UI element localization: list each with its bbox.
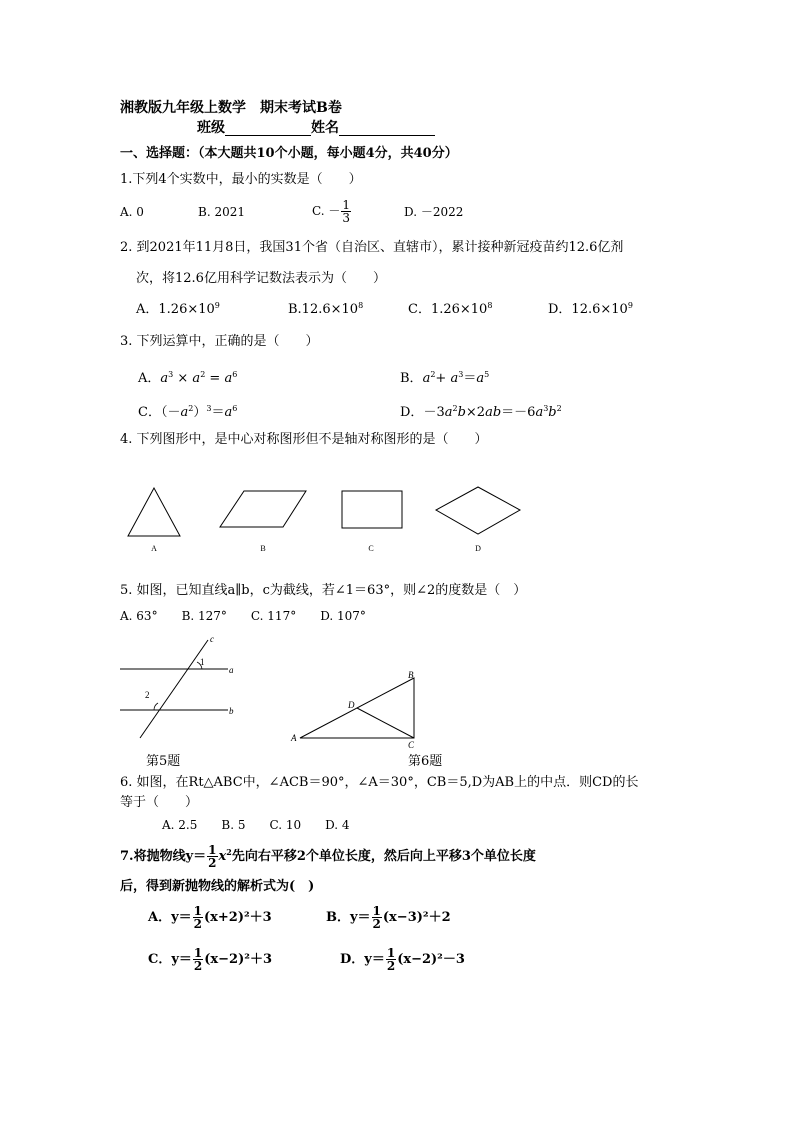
q7-a-label: A．y＝ (148, 910, 192, 925)
q7-b-tail: (x−3)²＋2 (382, 910, 451, 925)
q7-b-den: 2 (372, 917, 381, 931)
q7-option-b (326, 902, 451, 934)
q4-label-a: A (151, 544, 157, 553)
q7-d-label: D．y＝ (340, 952, 385, 967)
q5-stem: 5. 如图，已知直线a∥b，c为截线，若∠1＝63°，则∠2的度数是（ ） (120, 583, 527, 598)
q2-option-d (548, 302, 633, 318)
q7-b-label: B．y＝ (326, 910, 371, 925)
rhombus-shape (436, 487, 520, 534)
q1-option-c (312, 196, 352, 226)
q3-c-label: C． (138, 405, 161, 420)
section-heading: 一、选择题：（本大题共10个小题，每小题4分，共40分） (120, 146, 458, 161)
triangle-shape (128, 488, 180, 536)
label-B: B (408, 670, 414, 680)
q7-stem-line2: 后，得到新抛物线的解析式为( ) (120, 879, 315, 894)
q1-option-b: B. 2021 (198, 205, 245, 219)
q7-a-den: 2 (193, 917, 202, 931)
q3-option-d: D．$-3a^2b\times 2ab=-6a^3b^2$ (400, 404, 562, 420)
q1-c-fraction (341, 199, 351, 224)
class-blank[interactable] (225, 122, 311, 136)
q2-c-base: C．1.26×10 (408, 302, 488, 317)
name-blank[interactable] (339, 122, 435, 136)
q4-label-b: B (260, 544, 266, 553)
q2-d-exp: 9 (627, 301, 633, 310)
q3-option-a: A．$a^3 \times a^2 = a^6$ (138, 370, 238, 386)
q4-stem: 4. 下列图形中，是中心对称图形但不是轴对称图形的是（ ） (120, 432, 488, 447)
segment-cd (357, 708, 414, 738)
q3-b-label: B． (400, 371, 423, 386)
q7-b-frac (372, 905, 382, 930)
q4-shapes-figure (120, 478, 525, 556)
q1-stem: 1.下列4个实数中，最小的实数是（ ） (120, 172, 362, 187)
label-angle2: 2 (145, 690, 150, 700)
q6-triangle-figure (286, 668, 426, 750)
q7-a-frac (193, 905, 203, 930)
q2-stem-line2: 次，将12.6亿用科学记数法表示为（ ） (136, 271, 386, 286)
q5-caption: 第5题 (146, 754, 181, 769)
q7-stem-line1: 7.将抛物线y＝ $\frac{1}{2}$ $x^2$先向右平移2个单位长度，然后向上平移3个单位长度 (120, 843, 536, 870)
q7-c-tail: (x−2)²＋3 (204, 952, 272, 967)
q7-c-frac (193, 947, 203, 972)
q7-c-num: 1 (193, 946, 203, 960)
q1-option-d: D. －2022 (404, 205, 464, 219)
q1-option-a: A. 0 (120, 205, 144, 219)
q5-parallel-lines-figure (118, 632, 243, 742)
q2-b-base: B.12.6×10 (288, 302, 359, 317)
q7-d-tail: (x−2)²－3 (397, 952, 465, 967)
q5-options: A. 63° B. 127° C. 117° D. 107° (120, 609, 366, 623)
q3-d-label: D． (400, 405, 424, 420)
q6-caption: 第6题 (408, 754, 443, 769)
label-angle1: 1 (200, 657, 205, 667)
q3-option-c: C．$(-a^2)^3=a^6$ (138, 404, 238, 420)
q1-c-den: 3 (342, 211, 351, 225)
q2-a-exp: 9 (214, 301, 220, 310)
label-b: b (229, 706, 234, 716)
q7-stem-prefix: 7.将抛物线y＝ (120, 849, 207, 864)
q1-c-num: 1 (342, 198, 351, 212)
q6-stem-line2: 等于（ ） (120, 795, 199, 810)
q7-d-num: 1 (386, 946, 396, 960)
q7-stem-suffix: 先向右平移2个单位长度，然后向上平移3个单位长度 (231, 849, 536, 864)
q2-option-c (408, 302, 492, 318)
class-name-line (197, 120, 435, 136)
q7-half (207, 844, 217, 869)
q2-a-base: A．1.26×10 (136, 302, 215, 317)
label-a: a (229, 665, 234, 675)
label-A: A (291, 733, 297, 743)
q2-stem-line1: 2. 到2021年11月8日，我国31个省（自治区、直辖市），累计接种新冠疫苗约12.6亿剂 (120, 240, 624, 255)
q6-stem-line1: 6. 如图，在Rt△ABC中，∠ACB＝90°，∠A＝30°，CB＝5,D为AB上的中点．则CD的长 (120, 775, 639, 790)
q7-c-label: C．y＝ (148, 952, 192, 967)
q4-label-d: D (475, 544, 481, 553)
exam-title: 湘教版九年级上数学 期末考试B卷 (120, 100, 342, 116)
q4-label-c: C (368, 544, 374, 553)
label-C: C (408, 740, 415, 750)
rectangle-shape (342, 491, 402, 528)
q6-options: A. 2.5 B. 5 C. 10 D. 4 (162, 818, 350, 832)
q7-a-num: 1 (193, 904, 202, 918)
class-label: 班级 (197, 120, 225, 136)
q2-option-a (136, 302, 220, 318)
q2-b-exp: 8 (358, 301, 364, 310)
q3-stem: 3. 下列运算中，正确的是（ ） (120, 334, 319, 349)
q7-option-a (148, 902, 272, 934)
q7-half-den: 2 (208, 856, 217, 870)
label-c: c (210, 634, 214, 644)
q1-c-prefix: C. － (312, 204, 341, 218)
parallelogram-shape (220, 491, 306, 527)
angle2-arc (154, 703, 158, 710)
q7-half-num: 1 (208, 843, 217, 857)
q3-option-b: B．$a^2+ a^3=a^5$ (400, 370, 490, 386)
q2-c-exp: 8 (487, 301, 493, 310)
name-label: 姓名 (311, 120, 339, 136)
q7-a-tail: (x+2)²＋3 (204, 910, 272, 925)
label-D: D (348, 700, 355, 710)
q7-b-num: 1 (372, 904, 381, 918)
q7-option-d (340, 944, 465, 976)
q7-c-den: 2 (193, 959, 203, 973)
q2-d-base: D．12.6×10 (548, 302, 628, 317)
line-c (140, 640, 208, 738)
q2-option-b (288, 302, 363, 318)
q3-a-label: A． (138, 371, 161, 386)
q7-d-frac (386, 947, 396, 972)
q7-option-c (148, 944, 272, 976)
q7-d-den: 2 (386, 959, 396, 973)
